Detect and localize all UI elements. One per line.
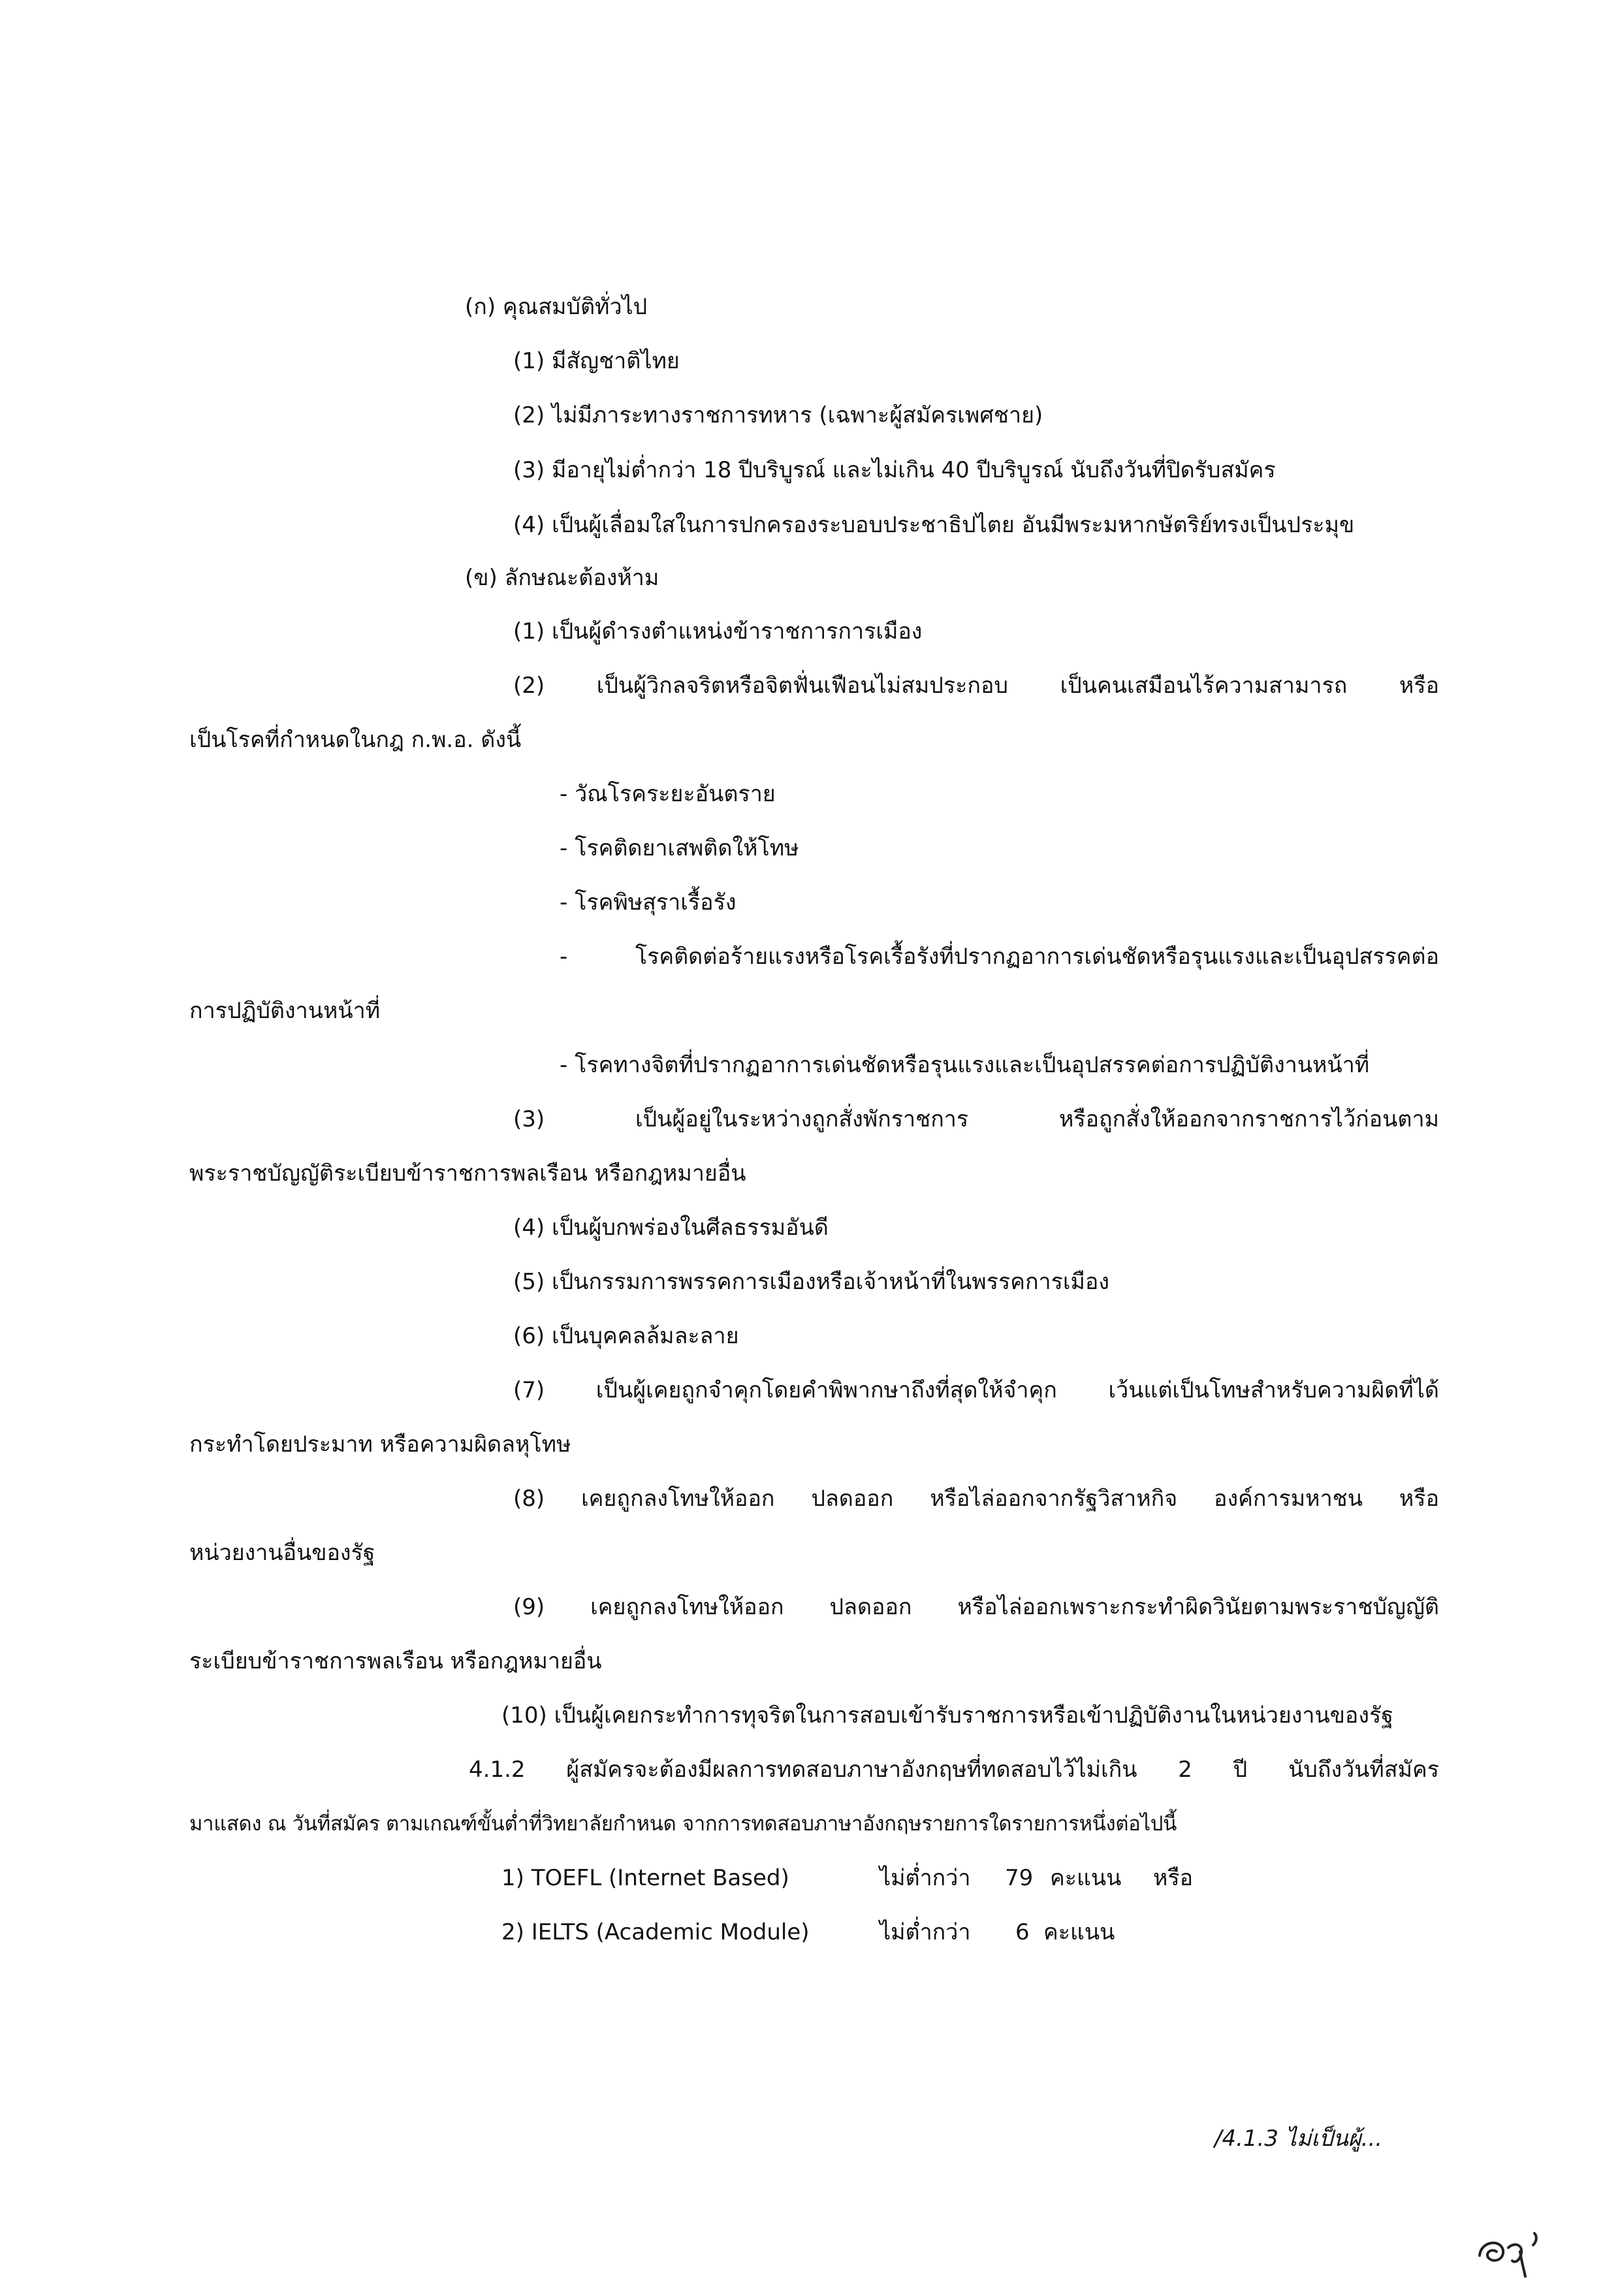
clause-412-line-2: มาแสดง ณ วันที่สมัคร ตามเกณฑ์ขั้นต่ำที่วิทยาลัยกำหนด จากการทดสอบภาษาอังกฤษรายการใดรายการหนึ่งต่อไปนี้ [189, 1812, 1177, 1836]
disease-item-2: - โรคติดยาเสพติดให้โทษ [560, 835, 799, 861]
section-b-heading: (ข) ลักษณะต้องห้าม [465, 565, 659, 591]
section-a-item-3: (3) มีอายุไม่ต่ำกว่า 18 ปีบริบูรณ์ และไม่เกิน 40 ปีบริบูรณ์ นับถึงวันที่ปิดรับสมัคร [513, 457, 1276, 483]
section-b-item-5: (5) เป็นกรรมการพรรคการเมืองหรือเจ้าหน้าที่ในพรรคการเมือง [513, 1269, 1109, 1295]
section-b-item-7-line-2: กระทำโดยประมาท หรือความผิดลหุโทษ [189, 1431, 571, 1458]
test-min-label-ielts: ไม่ต่ำกว่า [880, 1919, 971, 1945]
section-b-item-1: (1) เป็นผู้ดำรงตำแหน่งข้าราชการการเมือง [513, 618, 923, 645]
section-b-item-10: (10) เป็นผู้เคยกระทำการทุจริตในการสอบเข้ารับราชการหรือเข้าปฏิบัติงานในหน่วยงานของรัฐ [501, 1702, 1393, 1729]
section-b-item-7-line-1: (7) เป็นผู้เคยถูกจำคุกโดยคำพิพากษาถึงที่สุดให้จำคุก เว้นแต่เป็นโทษสำหรับความผิดที่ได้ [513, 1377, 1439, 1403]
section-b-item-3-line-2: พระราชบัญญัติระเบียบข้าราชการพลเรือน หรือกฎหมายอื่น [189, 1160, 746, 1187]
test-unit-toefl: คะแนน [1050, 1865, 1122, 1891]
handwritten-page-mark-drawing [1474, 2222, 1553, 2280]
disease-item-5: - โรคทางจิตที่ปรากฏอาการเด่นชัดหรือรุนแรงและเป็นอุปสรรคต่อการปฏิบัติงานหน้าที่ [560, 1052, 1370, 1078]
disease-item-4-line-2: การปฏิบัติงานหน้าที่ [189, 998, 381, 1024]
section-b-item-2-line-2: เป็นโรคที่กำหนดในกฎ ก.พ.อ. ดังนี้ [189, 727, 522, 753]
continuation-note: /4.1.3 ไม่เป็นผู้... [1214, 2126, 1383, 2152]
test-score-ielts: 6 [1015, 1919, 1030, 1945]
section-b-item-9-line-2: ระเบียบข้าราชการพลเรือน หรือกฎหมายอื่น [189, 1648, 602, 1674]
section-b-item-3-line-1: (3) เป็นผู้อยู่ในระหว่างถูกสั่งพักราชการ หรือถูกสั่งให้ออกจากราชการไว้ก่อนตาม [513, 1106, 1439, 1132]
handwritten-page-mark [1474, 2222, 1553, 2280]
section-b-item-2-line-1: (2) เป็นผู้วิกลจริตหรือจิตฟั่นเฟือนไม่สมประกอบ เป็นคนเสมือนไร้ความสามารถ หรือ [513, 673, 1439, 699]
section-a-item-1: (1) มีสัญชาติไทย [513, 348, 680, 374]
section-a-item-4: (4) เป็นผู้เลื่อมใสในการปกครองระบอบประชาธิปไตย อันมีพระมหากษัตริย์ทรงเป็นประมุข [513, 512, 1355, 538]
test-suffix-toefl: หรือ [1153, 1865, 1194, 1891]
test-name-ielts: 2) IELTS (Academic Module) [501, 1919, 810, 1945]
test-min-label-toefl: ไม่ต่ำกว่า [880, 1865, 971, 1891]
section-b-item-6: (6) เป็นบุคคลล้มละลาย [513, 1323, 739, 1349]
clause-412-line-1: 4.1.2 ผู้สมัครจะต้องมีผลการทดสอบภาษาอังกฤษที่ทดสอบไว้ไม่เกิน 2 ปี นับถึงวันที่สมัคร [469, 1757, 1439, 1783]
section-b-item-8-line-1: (8) เคยถูกลงโทษให้ออก ปลดออก หรือไล่ออกจากรัฐวิสาหกิจ องค์การมหาชน หรือ [513, 1486, 1439, 1512]
disease-item-4-line-1: - โรคติดต่อร้ายแรงหรือโรคเรื้อรังที่ปรากฏอาการเด่นชัดหรือรุนแรงและเป็นอุปสรรคต่อ [560, 944, 1439, 970]
section-a-item-2: (2) ไม่มีภาระทางราชการทหาร (เฉพาะผู้สมัครเพศชาย) [513, 402, 1043, 428]
section-b-item-8-line-2: หน่วยงานอื่นของรัฐ [189, 1540, 375, 1566]
section-b-item-9-line-1: (9) เคยถูกลงโทษให้ออก ปลดออก หรือไล่ออกเพราะกระทำผิดวินัยตามพระราชบัญญัติ [513, 1594, 1439, 1620]
disease-item-1: - วัณโรคระยะอันตราย [560, 781, 776, 807]
section-a-heading: (ก) คุณสมบัติทั่วไป [465, 294, 648, 320]
test-name-toefl: 1) TOEFL (Internet Based) [501, 1865, 789, 1891]
test-score-toefl: 79 [1005, 1865, 1034, 1891]
disease-item-3: - โรคพิษสุราเรื้อรัง [560, 889, 737, 916]
section-b-item-4: (4) เป็นผู้บกพร่องในศีลธรรมอันดี [513, 1215, 829, 1241]
test-unit-ielts: คะแนน [1043, 1919, 1115, 1945]
